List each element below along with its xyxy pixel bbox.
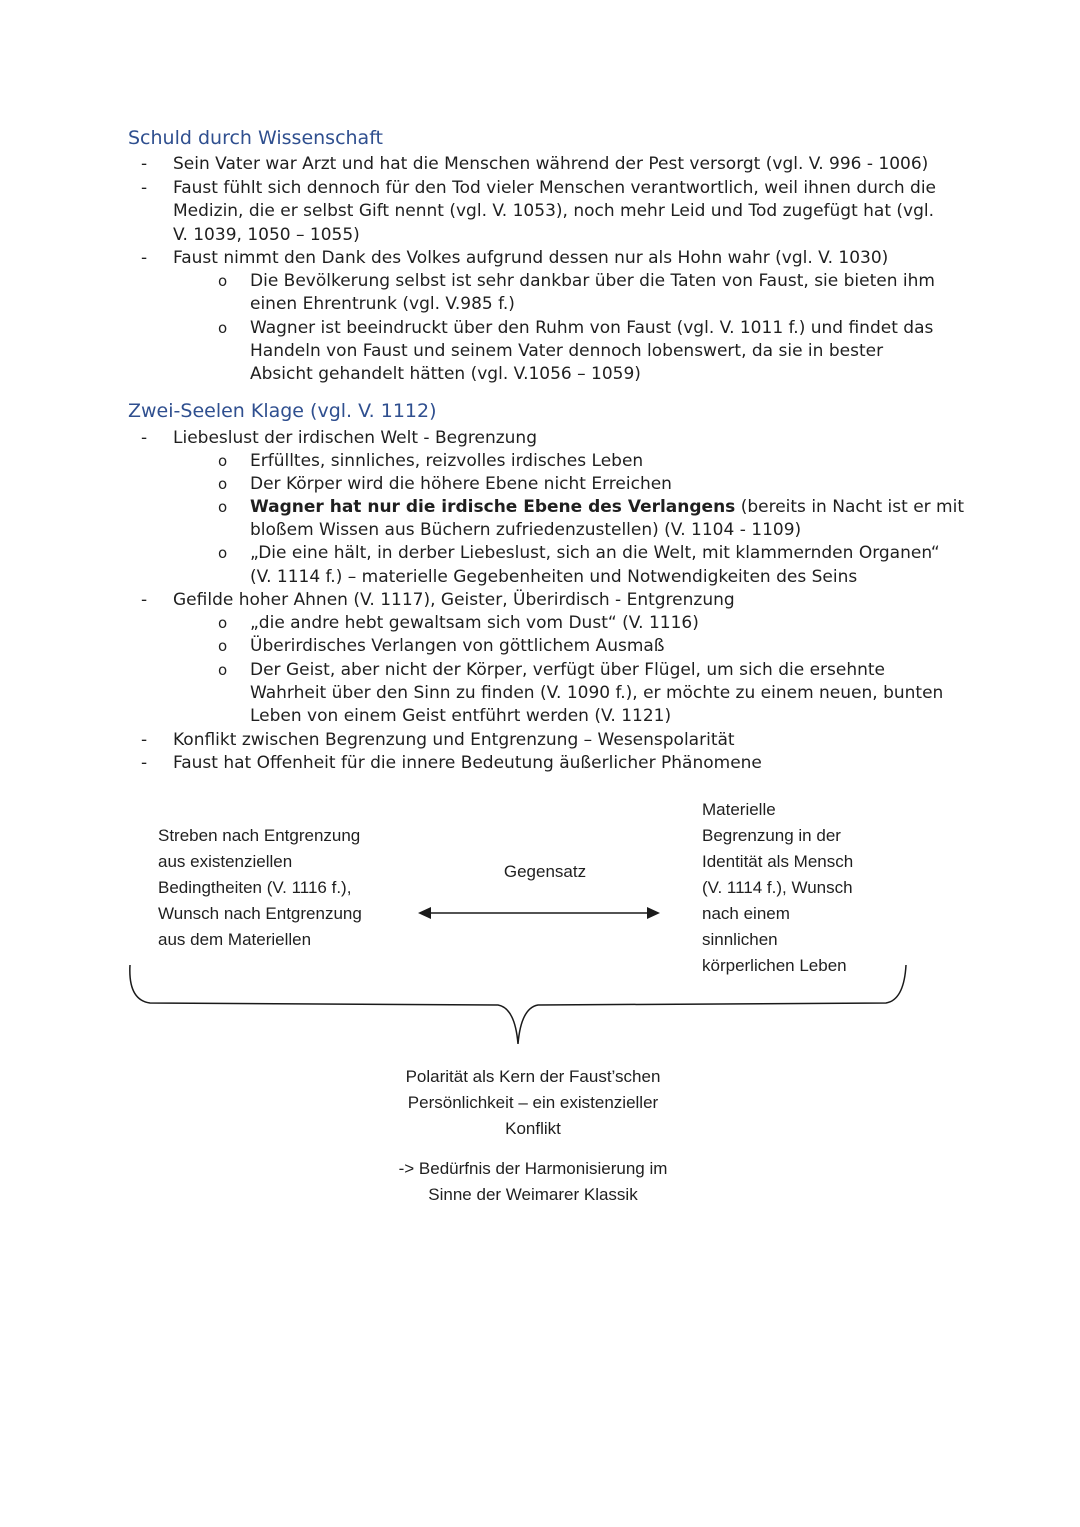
sub-list-item: „die andre hebt gewaltsam sich vom Dust“ (V. 1116) [250,613,699,633]
diagram-consequence [380,1156,686,1208]
diagram-text-line: Bedingtheiten (V. 1116 f.), [158,878,352,897]
diagram-text-line: Konflikt [505,1119,561,1138]
arrow-head-right [647,907,660,919]
diagram-text-line: Materielle [702,800,776,819]
sub-list-item: Der Körper wird die höhere Ebene nicht Erreichen [250,474,672,494]
diagram-conclusion [380,1064,686,1142]
sub-list-item: Wagner ist beeindruckt über den Ruhm von Faust (vgl. V. 1011 f.) und findet das [250,318,934,338]
sub-list-item-continuation: bloßem Wissen aus Büchern zufriedenzustellen) (V. 1104 - 1109) [250,520,802,540]
list-item: Liebeslust der irdischen Welt - Begrenzung [173,428,537,448]
sub-list-item-continuation: Wahrheit über den Sinn zu finden (V. 1090 f.), er möchte zu einem neuen, bunten [250,683,944,703]
plain-text: (bereits in Nacht ist er mit [735,497,964,517]
bullet-circle: o [218,544,228,562]
sub-list-item-continuation: Absicht gehandelt hätten (vgl. V.1056 – 1059) [250,364,641,384]
list-item: Faust hat Offenheit für die innere Bedeutung äußerlicher Phänomene [173,753,762,773]
diagram-text-line: sinnlichen [702,930,778,949]
list-item: Gefilde hoher Ahnen (V. 1117), Geister, Überirdisch - Entgrenzung [173,590,735,610]
diagram-text-line: (V. 1114 f.), Wunsch [702,878,853,897]
diagram-text-line: Wunsch nach Entgrenzung [158,904,362,923]
bullet-circle: o [218,637,228,655]
section-heading-zwei-seelen: Zwei-Seelen Klage (vgl. V. 1112) [128,400,437,422]
list-item-continuation: V. 1039, 1050 – 1055) [173,225,360,245]
bullet-circle: o [218,614,228,632]
diagram-text-line: Streben nach Entgrenzung [158,826,361,845]
bullet-circle: o [218,475,228,493]
sub-list-item-continuation: Leben von einem Geist entführt werden (V. 1121) [250,706,672,726]
sub-list-item: Der Geist, aber nicht der Körper, verfügt über Flügel, um sich die ersehnte [250,660,886,680]
diagram-text-line: Begrenzung in der [702,826,841,845]
sub-list-item: Erfülltes, sinnliches, reizvolles irdisches Leben [250,451,644,471]
bullet-dash: - [141,590,148,610]
list-item: Konflikt zwischen Begrenzung und Entgrenzung – Wesenspolarität [173,730,735,750]
diagram-text-line: körperlichen Leben [702,956,847,975]
bullet-dash: - [141,428,148,448]
bullet-circle: o [218,272,228,290]
diagram-text-line: aus existenziellen [158,852,293,871]
diagram-text-line: Persönlichkeit – ein existenzieller [407,1093,659,1112]
bullet-dash: - [141,178,148,198]
list-item: Faust fühlt sich dennoch für den Tod vieler Menschen verantwortlich, weil ihnen durch die [173,178,936,198]
bullet-circle: o [218,452,228,470]
bullet-dash: - [141,154,148,174]
sub-list-item: Überirdisches Verlangen von göttlichem Ausmaß [250,636,665,656]
list-item: Faust nimmt den Dank des Volkes aufgrund dessen nur als Hohn wahr (vgl. V. 1030) [173,248,889,268]
bullet-dash: - [141,730,148,750]
arrow-head-left [418,907,431,919]
diagram-text-line: Polarität als Kern der Faust’schen [405,1067,661,1086]
diagram-text-line: nach einem [702,904,790,923]
bullet-dash: - [141,753,148,773]
emphasis-text: Wagner hat nur die irdische Ebene des Verlangens [250,497,736,517]
bullet-dash: - [141,248,148,268]
diagram-text-line: Sinne der Weimarer Klassik [428,1185,638,1204]
section-heading-schuld: Schuld durch Wissenschaft [128,127,384,149]
curly-brace [130,965,906,1044]
bullet-circle: o [218,661,228,679]
sub-list-item-continuation: (V. 1114 f.) – materielle Gegebenheiten und Notwendigkeiten des Seins [250,567,858,587]
sub-list-item-continuation: Handeln von Faust und seinem Vater dennoch lobenswert, da sie in bester [250,341,884,361]
sub-list-item-continuation: einen Ehrentrunk (vgl. V.985 f.) [250,294,515,314]
diagram-text-line: aus dem Materiellen [158,930,312,949]
sub-list-item: Die Bevölkerung selbst ist sehr dankbar über die Taten von Faust, sie bieten ihm [250,271,935,291]
list-item-continuation: Medizin, die er selbst Gift nennt (vgl. V. 1053), noch mehr Leid und Tod zugefügt hat (vgl. [173,201,935,221]
sub-list-item: „Die eine hält, in derber Liebeslust, sich an die Welt, mit klammernden Organen“ [250,543,940,563]
diagram-text-line: Identität als Mensch [702,852,854,871]
bullet-circle: o [218,498,228,516]
bullet-circle: o [218,319,228,337]
diagram-text-line: -> Bedürfnis der Harmonisierung im [398,1159,668,1178]
diagram-text-line: Gegensatz [503,862,587,881]
list-item: Sein Vater war Arzt und hat die Menschen während der Pest versorgt (vgl. V. 996 - 1006) [173,154,929,174]
